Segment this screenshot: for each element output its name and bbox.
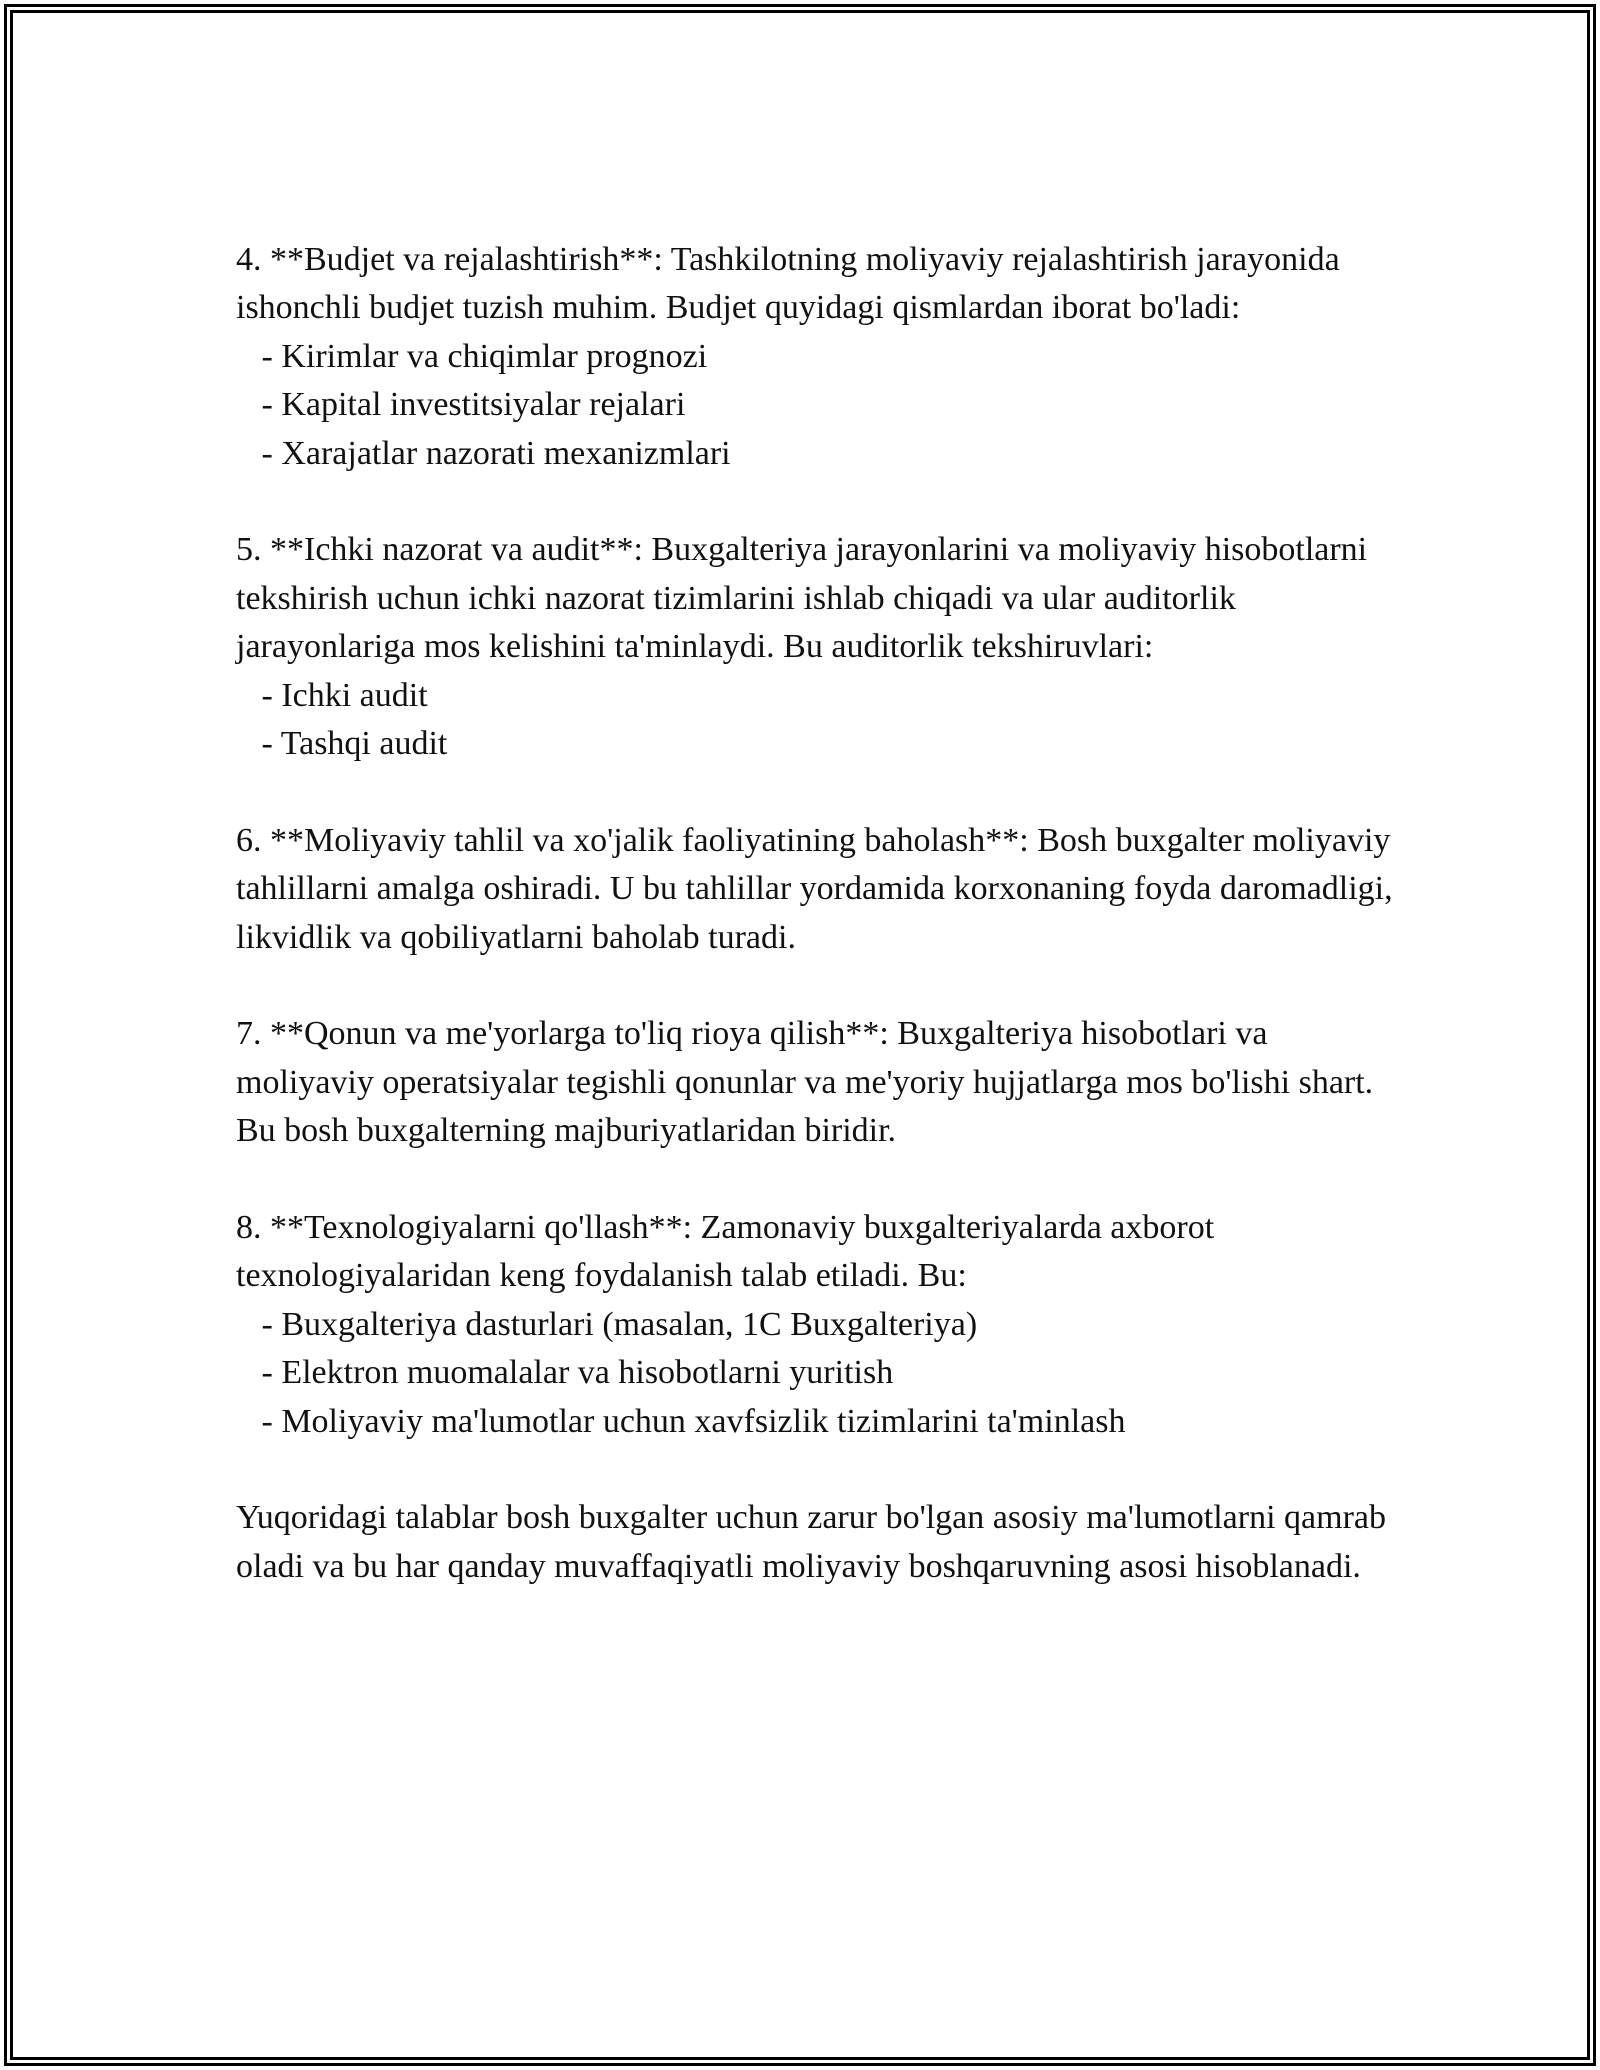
paragraph-gap [236,478,1396,526]
section-5-bullet-1: - Ichki audit [236,676,428,714]
section-8-paragraph: 8. **Texnologiyalarni qo'llash**: Zamonaviy buxgalteriyalarda axborot texnologiyalaridan keng foydalanish talab etiladi. Bu: [236,1209,1215,1295]
section-4-paragraph: 4. **Budjet va rejalashtirish**: Tashkilotning moliyaviy rejalashtirish jarayonida ishonchli budjet tuzish muhim. Budjet quyidagi qismlardan iborat bo'ladi: [236,241,1340,327]
section-7-paragraph: 7. **Qonun va me'yorlarga to'liq rioya qilish**: Buxgalteriya hisobotlari va moliyaviy operatsiyalar tegishli qonunlar va me'yoriy hujjatlarga mos bo'lishi shart. Bu bosh buxgalterning majburiyatlaridan biridir. [236,1015,1374,1150]
section-5-paragraph: 5. **Ichki nazorat va audit**: Buxgalteriya jarayonlarini va moliyaviy hisobotlarni tekshirish uchun ichki nazorat tizimlarini ishlab chiqadi va ular auditorlik jarayonlariga mos kelishini ta'minlaydi. Bu auditorlik tekshiruvlari: [236,531,1368,666]
section-8-bullet-2: - Elektron muomalalar va hisobotlarni yuritish [236,1354,894,1392]
paragraph-gap [236,1446,1396,1494]
section-8-bullet-3: - Moliyaviy ma'lumotlar uchun xavfsizlik tizimlarini ta'minlash [236,1402,1126,1440]
paragraph-gap [236,768,1396,816]
section-6-paragraph: 6. **Moliyaviy tahlil va xo'jalik faoliyatining baholash**: Bosh buxgalter moliyaviy tahlillarni amalga oshiradi. U bu tahlillar yordamida korxonaning foyda daromadligi, likvidlik va qobiliyatlarni baholab turadi. [236,821,1393,956]
paragraph-gap [236,1156,1396,1204]
conclusion-paragraph: Yuqoridagi talablar bosh buxgalter uchun zarur bo'lgan asosiy ma'lumotlarni qamrab oladi va bu har qanday muvaffaqiyatli moliyaviy boshqaruvning asosi hisoblanadi. [236,1499,1386,1585]
section-5-bullet-2: - Tashqi audit [236,725,448,763]
section-8-bullet-1: - Buxgalteriya dasturlari (masalan, 1C Buxgalteriya) [236,1305,978,1343]
section-4-bullet-1: - Kirimlar va chiqimlar prognozi [236,337,708,375]
section-4-bullet-2: - Kapital investitsiyalar rejalari [236,386,686,424]
paragraph-gap [236,962,1396,1010]
document-body [236,236,1396,1591]
section-4-bullet-3: - Xarajatlar nazorati mexanizmlari [236,434,731,472]
